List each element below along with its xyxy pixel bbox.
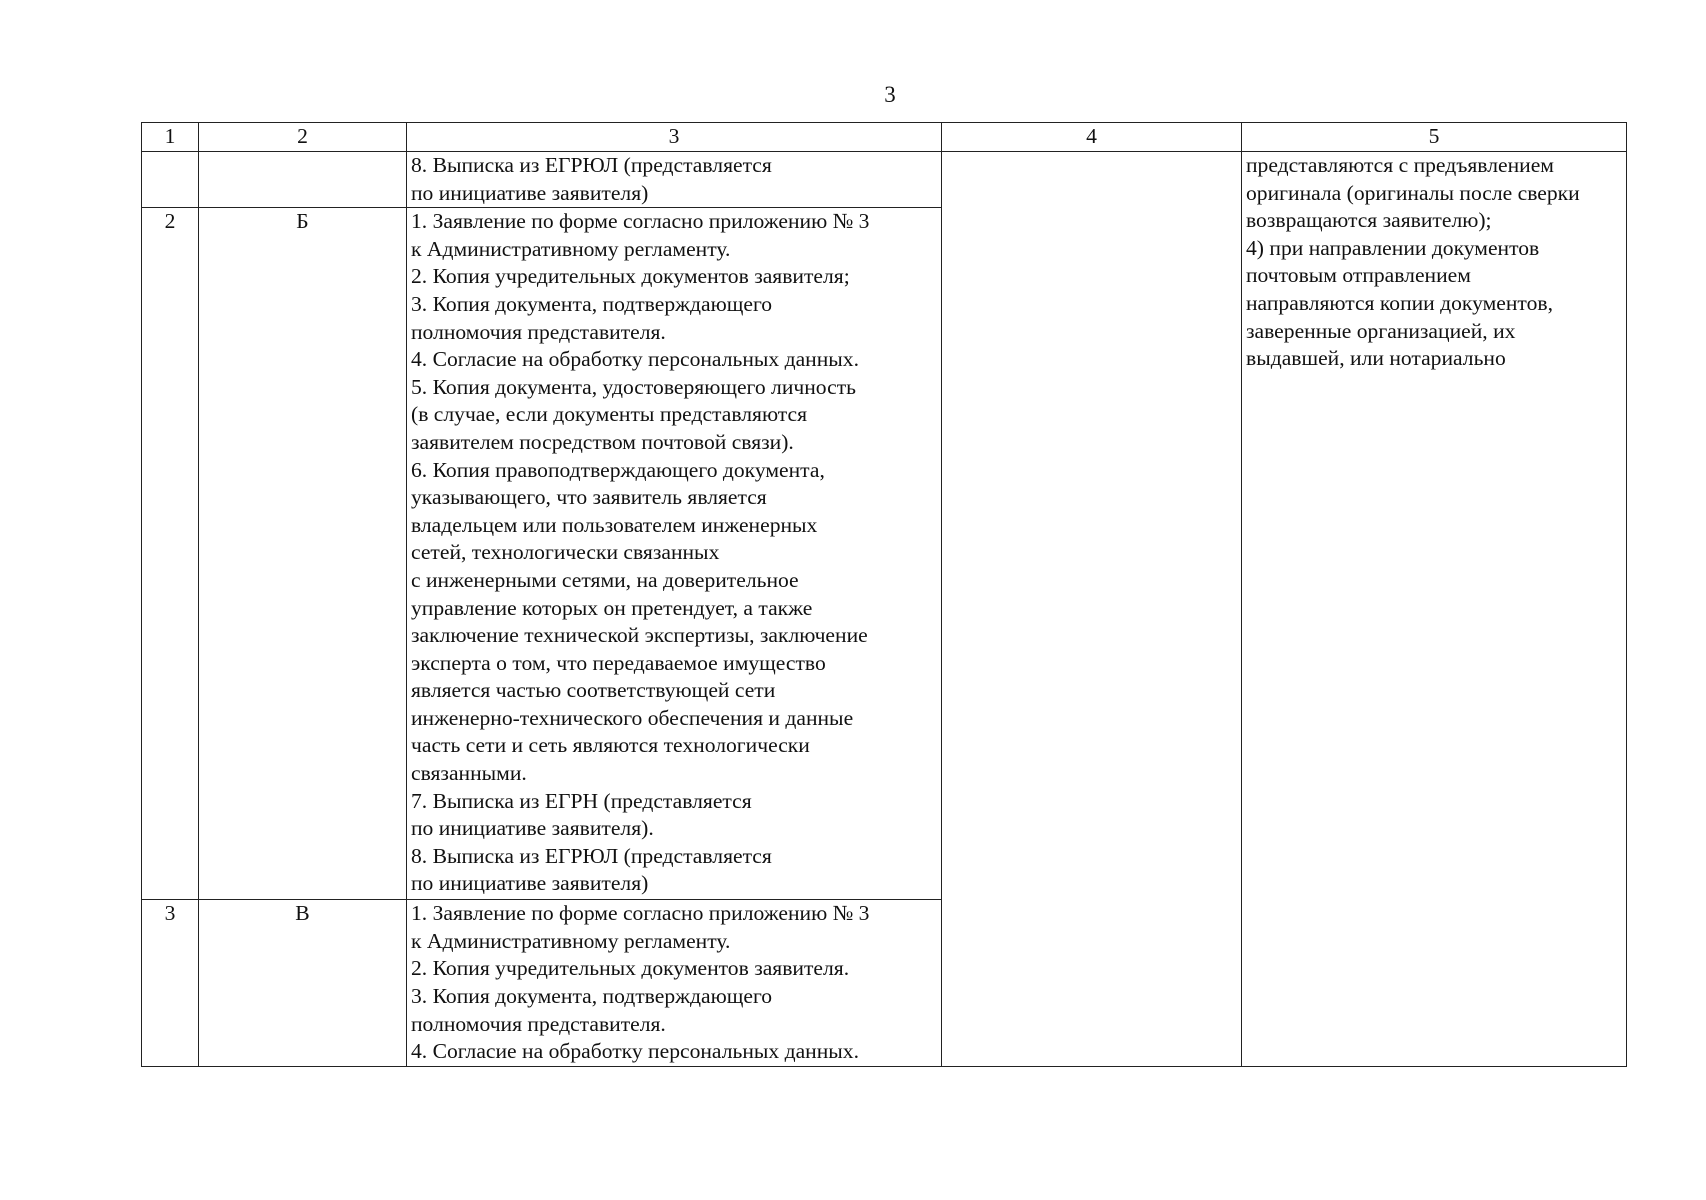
row-code-cell: В [199,900,407,1067]
terms-line: почтовым отправлением [1246,263,1471,288]
document-line: по инициативе заявителя) [411,871,649,896]
terms-line: направляются копии документов, [1246,290,1553,315]
document-line: заявителем посредством почтовой связи). [411,429,794,454]
document-line: сетей, технологически связанных [411,540,720,565]
document-line: по инициативе заявителя) [411,180,649,205]
document-line: к Административному регламенту. [411,236,731,261]
terms-line: представляются с предъявлением [1246,153,1554,177]
document-line: к Административному регламенту. [411,928,731,953]
page-number: 3 [884,82,896,107]
header-cell-3: 3 [407,123,942,152]
document-line: заключение технической экспертизы, заключение [411,623,868,648]
document-line: 3. Копия документа, подтверждающего [411,983,773,1008]
terms-line: заверенные организацией, их [1246,318,1516,343]
row-num-cell: 2 [142,208,199,900]
terms-line: оригинала (оригиналы после сверки [1246,180,1580,205]
document-line: является частью соответствующей сети [411,678,776,703]
document-line: владельцем или пользователем инженерных [411,512,818,537]
document-line: эксперта о том, что передаваемое имущество [411,650,826,675]
header-row [142,123,1627,152]
document-line: 8. Выписка из ЕГРЮЛ (представляется [411,153,772,177]
header-cell-2: 2 [199,123,407,152]
document-line: 4. Согласие на обработку персональных данных. [411,347,859,372]
document-line: 3. Копия документа, подтверждающего [411,291,773,316]
document-line: 1. Заявление по форме согласно приложению № 3 [411,901,870,926]
terms-line: 4) при направлении документов [1246,235,1540,260]
document-line: с инженерными сетями, на доверительное [411,567,799,592]
document-line: 7. Выписка из ЕГРН (представляется [411,788,752,813]
document-line: по инициативе заявителя). [411,816,654,841]
document-line: часть сети и сеть являются технологически [411,733,810,758]
row-num-cell [142,152,199,208]
documents-list-cell [407,208,942,900]
document-line: связанными. [411,761,527,786]
header-cell-1: 1 [142,123,199,152]
documents-table [141,122,1627,1067]
document-line: инженерно-технического обеспечения и данные [411,705,854,730]
row-num-cell: 3 [142,900,199,1067]
document-line: 2. Копия учредительных документов заявителя. [411,956,850,981]
document-line: 8. Выписка из ЕГРЮЛ (представляется [411,843,772,868]
document-line: 1. Заявление по форме согласно приложению № 3 [411,209,870,234]
documents-list-cell [407,152,942,208]
document-line: полномочия представителя. [411,1011,666,1036]
document-line: 4. Согласие на обработку персональных данных. [411,1039,859,1064]
terms-line: выдавшей, или нотариально [1246,346,1506,371]
documents-list-cell [407,900,942,1067]
document-line: (в случае, если документы представляются [411,402,808,427]
document-line: полномочия представителя. [411,319,666,344]
document-line: управление которых он претендует, а также [411,595,813,620]
submission-terms-cell [1242,152,1627,1067]
document-line: 6. Копия правоподтверждающего документа, [411,457,825,482]
document-line: 2. Копия учредительных документов заявителя; [411,264,850,289]
column-4-cell [942,152,1242,1067]
header-cell-4: 4 [942,123,1242,152]
header-cell-5: 5 [1242,123,1627,152]
table-row-continuation [142,152,1627,208]
document-line: 5. Копия документа, удостоверяющего личность [411,374,857,399]
row-code-cell [199,152,407,208]
document-line: указывающего, что заявитель является [411,485,767,510]
row-code-cell: Б [199,208,407,900]
terms-line: возвращаются заявителю); [1246,208,1492,233]
